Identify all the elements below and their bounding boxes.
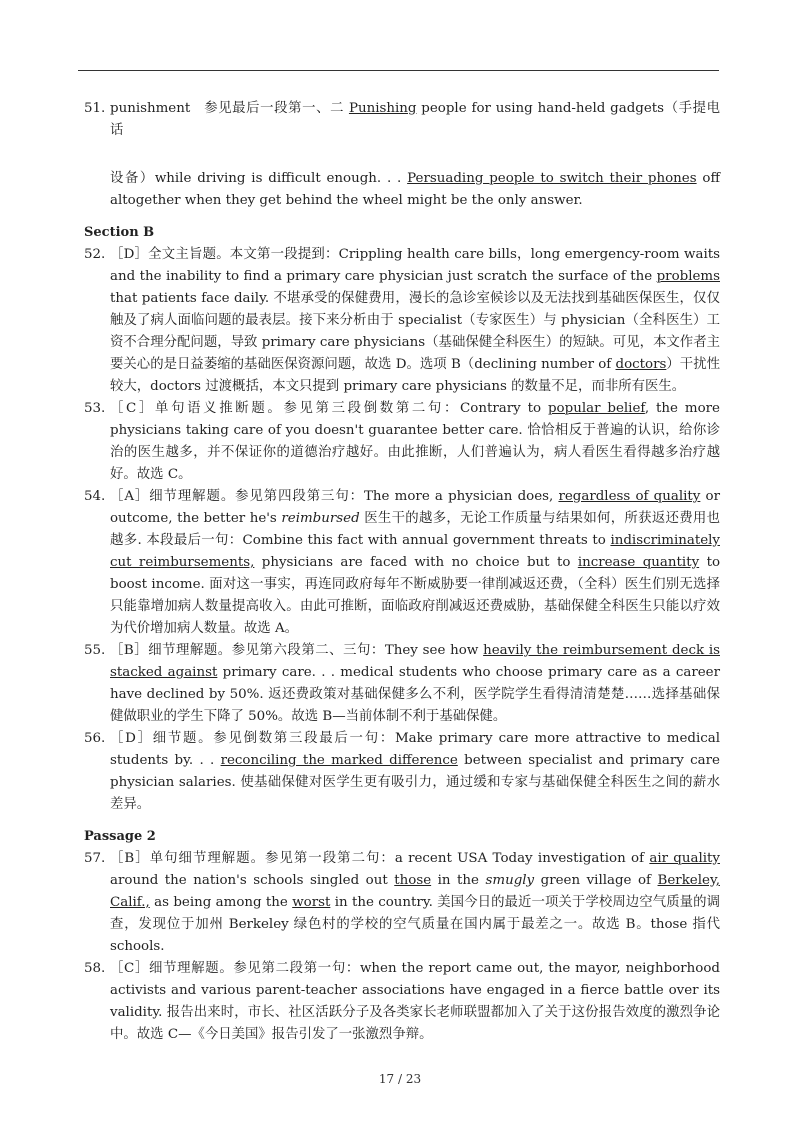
answer-text: in the country. 美国今日的最近一项关于学校周边空气质量的调查，发现位于加州 Berkeley 绿色村的学校的空气质量在国内属于最差之一。故选 B。those 指代 schools. [110, 895, 720, 954]
underlined-quote: doctors [615, 357, 667, 372]
answer-text: ［D］细节题。参见倒数第三段最后一句：Make primary care more attractive to medical students by. . . [110, 731, 720, 768]
answer-text: as being among the [149, 895, 293, 910]
underlined-quote: Punishing [348, 101, 417, 116]
question-number: 52. [84, 247, 106, 262]
underlined-quote: heavily the reimbursement deck is stacked against [110, 643, 720, 680]
answer-57 [84, 848, 720, 958]
question-number: 55. [84, 643, 106, 658]
page-number: 17 / 23 [378, 1072, 422, 1086]
underlined-quote: air quality [649, 851, 720, 866]
answer-text: between specialist and primary care physician salaries. 使基础保健对医学生更有吸引力，通过缓和专家与基础保健全科医生之间的薪水差异。 [110, 753, 720, 812]
answer-53 [84, 398, 720, 486]
answer-55 [84, 640, 720, 728]
underlined-quote: problems [656, 269, 720, 284]
underlined-quote: those [394, 873, 432, 888]
answer-text: ［C］细节理解题。参见第二段第一句：when the report came out, the mayor, neighborhood activists and various parent-teacher associations have engaged in a fierce battle over its validity. 报告出来时，市长、社区活跃分子及各类家长老师联盟都加入了关于这份报告效度的激烈争论中。故选 C—《今日美国》报告引发了一张激烈争辩。 [110, 961, 720, 1042]
answer-text: ［A］细节理解题。参见第四段第三句：The more a physician does, [110, 489, 559, 504]
answer-text: , the more physicians taking care of you doesn't guarantee better care. 恰恰相反于普遍的认识，给你诊治的医生越多，并不保证你的道德治疗越好。由此推断，人们普遍认为，病人看医生看得越多治疗越好。故选 C。 [110, 401, 720, 482]
answer-text: to boost income. 面对这一事实，再连同政府每年不断威胁要一律削减返还费，（全科）医生们别无选择只能靠增加病人数量提高收入。由此可推断，面临政府削减返还费威胁，基础保健全科医生只能以疗效为代价增加病人数量。故选 A。 [110, 555, 721, 636]
italic-word: smugly [485, 873, 535, 888]
header-rule [78, 70, 719, 71]
answer-continuation [110, 168, 720, 212]
section-b-heading: Section B [84, 225, 155, 240]
answer-text: 医生干的越多，无论工作质量与结果如何，所获返还费用也越多. 本段最后一句：Combine this fact with annual government threats to [110, 511, 720, 548]
answer-54 [84, 486, 720, 640]
answer-text: people for using hand-held gadgets（手提电话 [110, 101, 721, 138]
answer-text: physicians are faced with no choice but to [254, 555, 578, 570]
answer-text: ［C］单句语义推断题。参见第三段倒数第二句：Contrary to [110, 401, 548, 416]
question-number: 57. [84, 851, 106, 866]
underlined-quote: increase quantity [577, 555, 700, 570]
question-number: 53. [84, 401, 106, 416]
italic-word: reimbursed [281, 511, 360, 526]
question-number: 56. [84, 731, 106, 746]
answer-text: around the nation's schools singled out [110, 873, 395, 888]
answer-56 [84, 728, 720, 816]
answer-key-content [84, 98, 720, 1046]
answer-text: 设备）while driving is difficult enough. . . [110, 171, 408, 186]
answer-text: green village of [534, 873, 658, 888]
answer-text: ）干扰性较大，doctors 过渡概括，本文只提到 primary care physicians 的数量不足，而非所有医生。 [110, 357, 720, 394]
answer-text: in the [431, 873, 486, 888]
underlined-quote: Persuading people to switch their phones [407, 171, 697, 186]
answer-text: off altogether when they get behind the wheel might be the only answer. [110, 171, 720, 208]
underlined-quote: indiscriminately cut reimbursements, [110, 533, 720, 570]
passage-2-heading: Passage 2 [84, 829, 156, 844]
answer-text: ［B］单句细节理解题。参见第一段第二句：a recent USA Today investigation of [110, 851, 650, 866]
underlined-quote: regardless of quality [558, 489, 701, 504]
underlined-quote: popular belief [547, 401, 645, 416]
question-number: 54. [84, 489, 106, 504]
underlined-quote: Berkeley, Calif., [110, 873, 720, 910]
answer-text: ［B］细节理解题。参见第六段第二、三句：They see how [110, 643, 484, 658]
answer-text: punishment 参见最后一段第一、二 [110, 101, 349, 116]
answer-text: or outcome, the better he's [110, 489, 720, 526]
question-number: 58. [84, 961, 106, 976]
answer-text: that patients face daily. 不堪承受的保健费用，漫长的急诊室候诊以及无法找到基础医保医生，仅仅触及了病人面临问题的最表层。接下来分析由于 specialist（专家医生）与 physician（全科医生）工资不合理分配问题，导致 primary care physicians（基础保健全科医生）的短缺。可见，本文作者主要关心的是日益萎缩的基础医保资源问题，故选 D。选项 B（declining number of [110, 291, 720, 372]
underlined-quote: worst [292, 895, 331, 910]
answer-text: primary care. . . medical students who choose primary care as a career have declined by 50%. 返还费政策对基础保健多么不利，医学院学生看得清清楚楚……选择基础保健做职业的学生下降了 50%。故选 B—当前体制不利于基础保健。 [110, 665, 720, 724]
question-number: 51. [84, 101, 106, 116]
answer-58 [84, 958, 720, 1046]
answer-text: ［D］全文主旨题。本文第一段提到：Crippling health care bills，long emergency-room waits and the inability to find a primary care physician just scratch the surface of the [110, 247, 720, 284]
underlined-quote: reconciling the marked difference [220, 753, 458, 768]
answer-52 [84, 244, 720, 398]
answer-51 [84, 98, 720, 212]
